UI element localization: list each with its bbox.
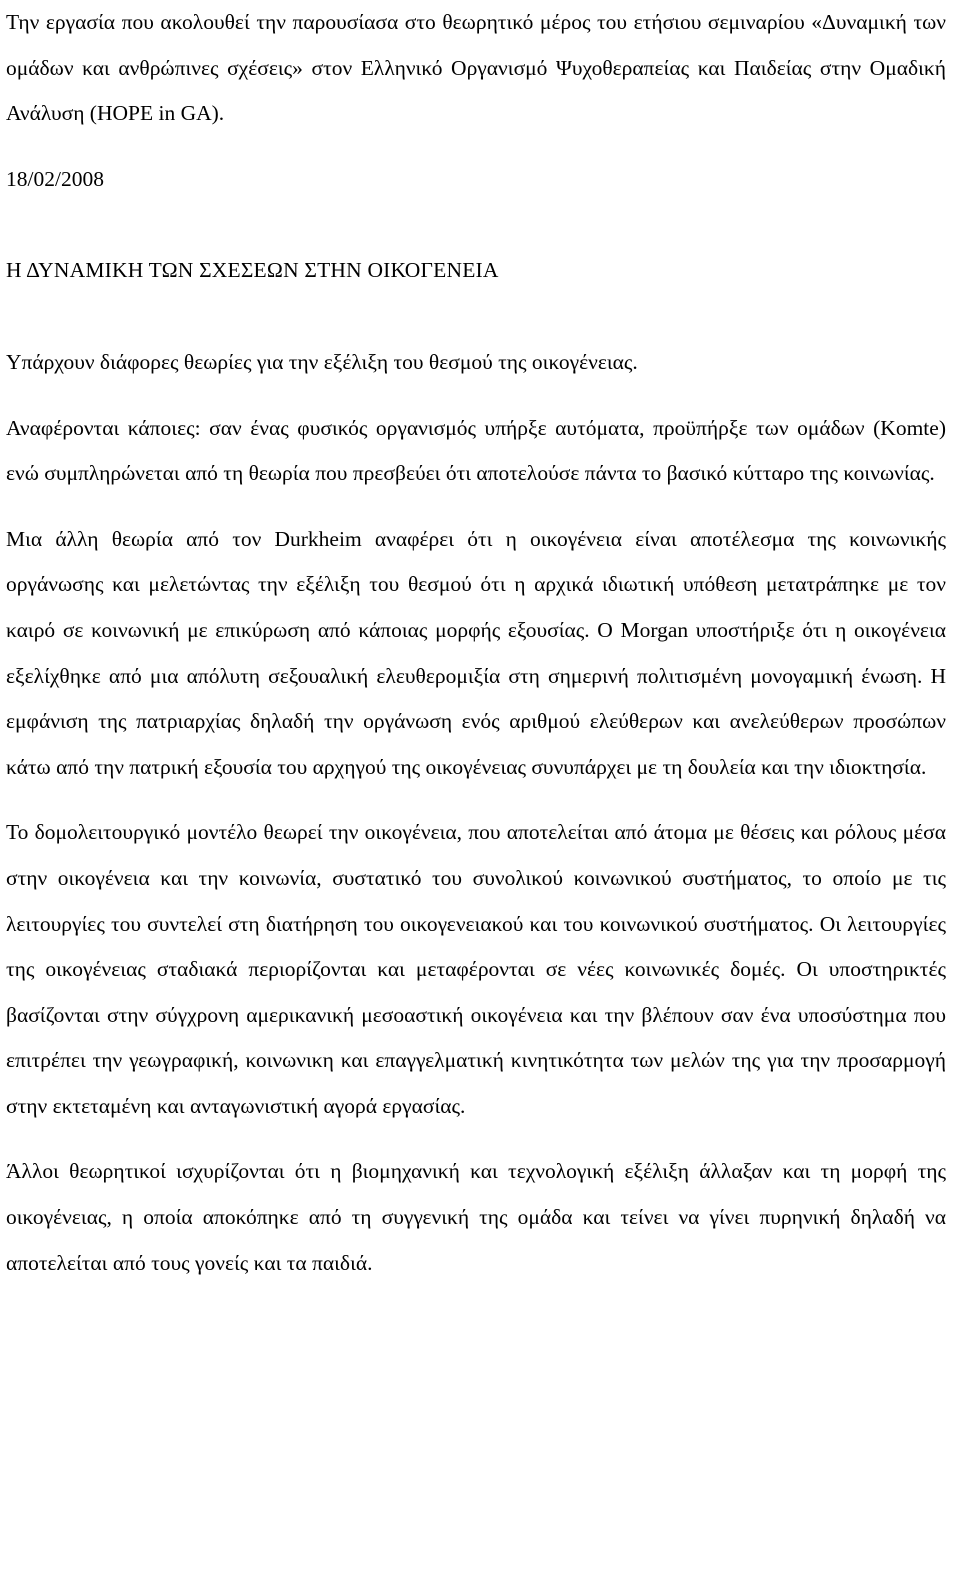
document-date: 18/02/2008: [6, 166, 104, 191]
body-paragraph-2: Αναφέρονται κάποιες: σαν ένας φυσικός οργανισμός υπήρξε αυτόματα, προϋπήρξε των ομάδων (Komte) ενώ συμπληρώνεται από τη θεωρία που πρεσβεύει ότι αποτελούσε πάντα το βασικό κύτταρο της κοινωνίας.: [6, 415, 946, 486]
body-paragraph-4: Το δομολειτουργικό μοντέλο θεωρεί την οικογένεια, που αποτελείται από άτομα με θέσεις και ρόλους μέσα στην οικογένεια και την κοινωνία, συστατικό του συνολικού κοινωνικού συστήματος, το οποίο με τις λειτουργίες του συντελεί στη διατήρηση του οικογενειακού και του κοινωνικού συστήματος. Οι λειτουργίες της οικογένειας σταδιακά περιορίζονται και μεταφέρονται σε νέες κοινωνικές δομές. Οι υποστηρικτές βασίζονται στην σύγχρονη αμερικανική μεσοαστική οικογένεια και την βλέπουν σαν ένα υποσύστημα που επιτρέπει την γεωγραφική, κοινωνικη και επαγγελματική κινητικότητα των μελών της για την προσαρμογή στην εκτεταμένη και ανταγωνιστική αγορά εργασίας.: [6, 820, 946, 1118]
intro-paragraph: Την εργασία που ακολουθεί την παρουσίασα στο θεωρητικό μέρος του ετήσιου σεμιναρίου «Δυναμική των ομάδων και ανθρώπινες σχέσεις» στον Ελληνικό Οργανισμό Ψυχοθεραπείας και Παιδείας στην Ομαδική Ανάλυση (HOPE in GA).: [6, 10, 946, 126]
body-paragraph-5: Άλλοι θεωρητικοί ισχυρίζονται ότι η βιομηχανική και τεχνολογική εξέλιξη άλλαξαν και τη μορφή της οικογένειας, η οποία αποκόπηκε από τη συγγενική της ομάδα και τείνει να γίνει πυρηνική δηλαδή να αποτελείται από τους γονείς και τα παιδιά.: [6, 1159, 946, 1275]
body-paragraph-3: Μια άλλη θεωρία από τον Durkheim αναφέρει ότι η οικογένεια είναι αποτέλεσμα της κοινωνικής οργάνωσης και μελετώντας την εξέλιξη του θεσμού ότι η αρχικά ιδιωτική υπόθεση μετατράπηκε με τον καιρό σε κοινωνική με επικύρωση από κάποιας μορφής εξουσίας. Ο Morgan υποστήριξε ότι η οικογένεια εξελίχθηκε από μια απόλυτη σεξουαλική ελευθερομιξία στη σημερινή πολιτισμένη μονογαμική ένωση. Η εμφάνιση της πατριαρχίας δηλαδή την οργάνωση ενός αριθμού ελεύθερων και ανελεύθερων προσώπων κάτω από την πατρική εξουσία του αρχηγού της οικογένειας συνυπάρχει με τη δουλεία και την ιδιοκτησία.: [6, 526, 946, 779]
document-page: [6, 0, 946, 1286]
document-title: Η ΔΥΝΑΜΙΚΗ ΤΩΝ ΣΧΕΣΕΩΝ ΣΤΗΝ ΟΙΚΟΓΕΝΕΙΑ: [6, 258, 499, 283]
body-paragraph-1: Υπάρχουν διάφορες θεωρίες για την εξέλιξη του θεσμού της οικογένειας.: [6, 349, 638, 374]
